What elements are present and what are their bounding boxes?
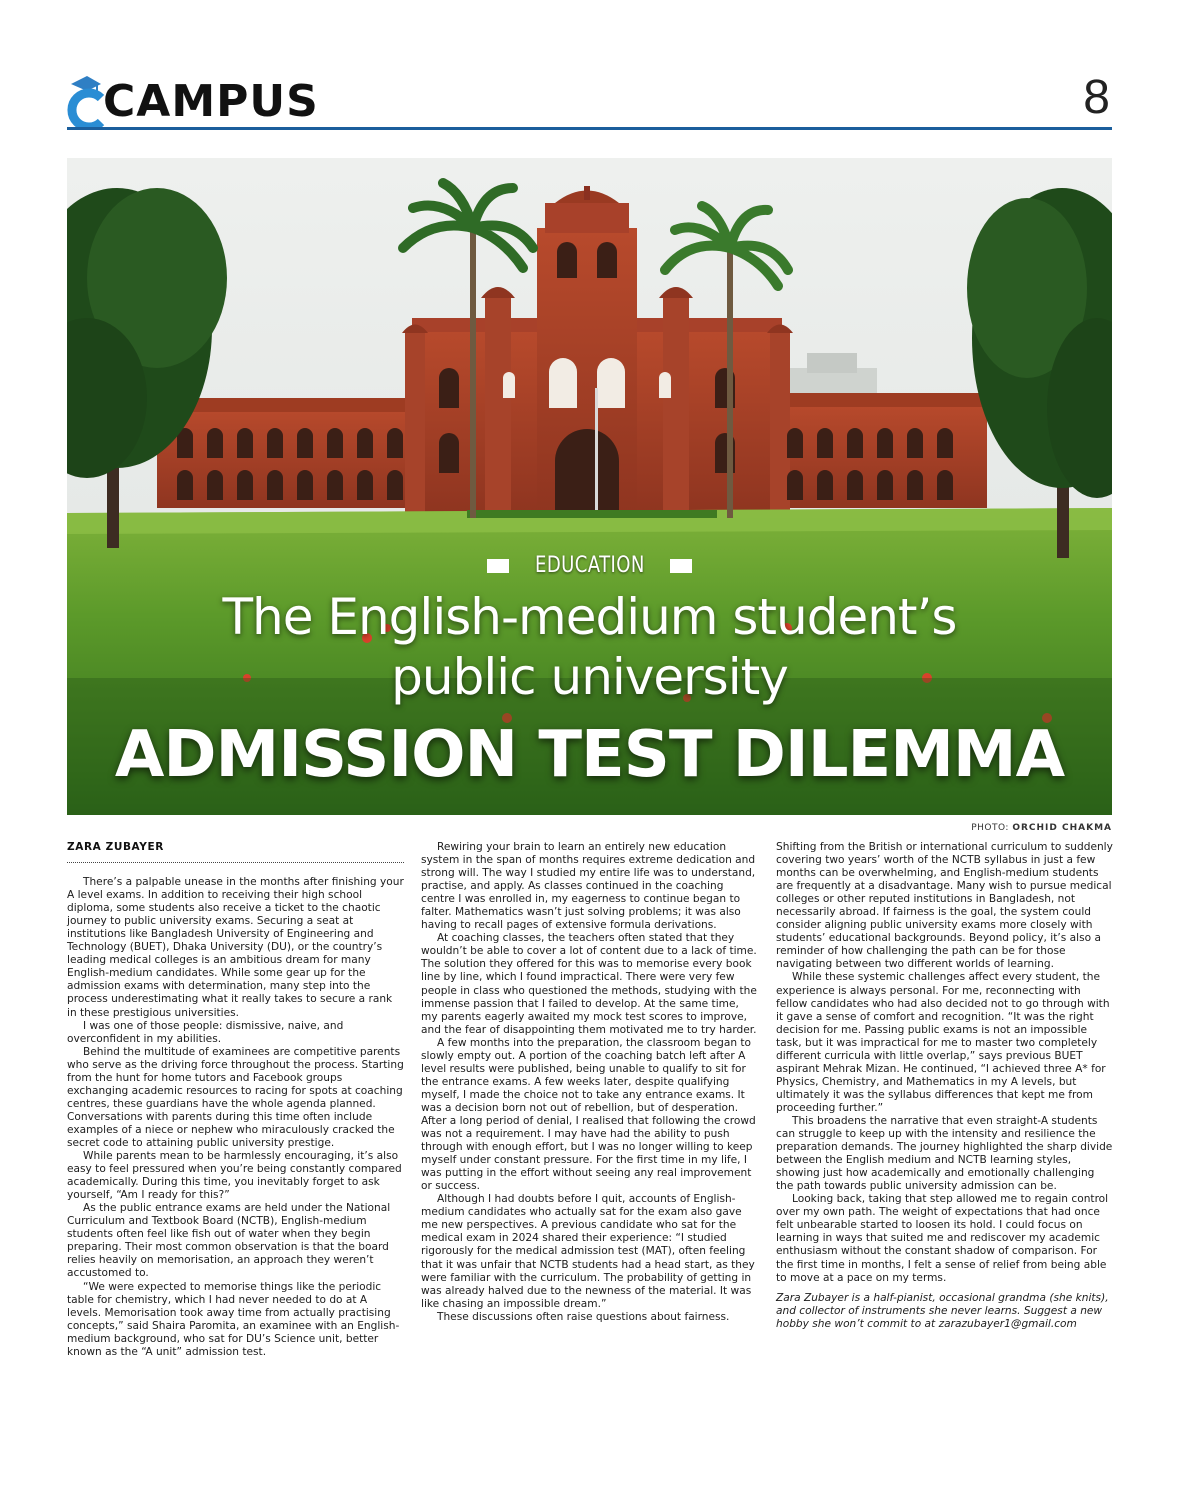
paragraph: These discussions often raise questions about fairness. [437, 1310, 730, 1323]
paragraph: At coaching classes, the teachers often stated that they wouldn’t be able to cover a lot of content due to a lack of time. The solution they offered for this was to memorise every book line by line, which I found impractical. There were very few people in class who questioned the methods, studying with the immense passion that I failed to develop. At the same time, my parents eagerly awaited my mock test scores to improve, and the fear of disappointing them motivated me to try harder. [421, 932, 757, 1036]
campus-logo [67, 68, 319, 128]
author-bio: Zara Zubayer is a half-pianist, occasional grandma (she knits), and collector of instruments she never learns. Suggest a new hobby she won’t commit to at zarazubayer1@gmail.com [776, 1291, 1109, 1330]
page-number: 8 [1083, 71, 1110, 124]
paragraph: While parents mean to be harmlessly encouraging, it’s also easy to feel pressured when you’re being constantly compared academically. During this time, you inevitably forget to ask yourself, “Am I ready for this?” [67, 1150, 402, 1202]
article-column-1 [67, 841, 404, 1359]
article-column-3 [776, 841, 1113, 1331]
headline-line-2: public university [391, 648, 788, 706]
paragraph: A few months into the preparation, the classroom began to slowly empty out. A portion of the coaching batch left after A level results were published, being unable to qualify to sit for the entrance exams. A few weeks later, despite qualifying myself, I made the choice not to take any entrance exams. It was a decision born not out of rebellion, but of desperation. After a long period of denial, I realised that following the crowd was not a requirement. I may have had the ability to push through with enough effort, but I was no longer willing to keep myself under constant pressure. For the first time in my life, I was putting in the effort without seeing any real improvement or success. [421, 1036, 756, 1193]
paragraph: While these systemic challenges affect every student, the experience is always personal. For me, reconnecting with fellow candidates who had also decided not to go through with it gave a sense of comfort and recognition. “It was the right decision for me. Passing public exams is not an impossible task, but it was impractical for me to master two completely different curricula with little overlap,” says previous BUET aspirant Mehrak Mizan. He continued, “I achieved three A* for Physics, Chemistry, and Mathematics in my A levels, but ultimately it was the syllabus differences that kept me from proceeding further.” [776, 971, 1110, 1114]
byline: ZARA ZUBAYER [67, 841, 164, 853]
kicker-left-box [487, 559, 509, 573]
masthead-rule [67, 127, 1112, 130]
paragraph: Shifting from the British or international curriculum to suddenly covering two years’ worth of the NCTB syllabus in just a few months can be overwhelming, and English-medium students are frequently at a disadvantage. Many wish to pursue medical colleges or other reputed institutions in Bangladesh, not necessarily abroad. If fairness is the goal, the system could consider aligning public university exams more closely with students’ educational backgrounds. Beyond policy, it’s also a reminder of how challenging the path can be for those navigating between two different worlds of learning. [776, 841, 1113, 971]
headline-line-1: The English-medium student’s [222, 588, 957, 646]
headline-line-3: ADMISSION TEST DILEMMA [114, 718, 1065, 792]
section-title: CAMPUS [103, 76, 319, 127]
hero-photo [67, 158, 1112, 815]
paragraph: There’s a palpable unease in the months after finishing your A level exams. In addition to receiving their high school diploma, some students also receive a ticket to the chaotic journey to public university exams. Securing a seat at institutions like Bangladesh University of Engineering and Technology (BUET), Dhaka University (DU), or the country’s leading medical colleges is an ambitious dream for many English-medium candidates. While some gear up for the admission exams with determination, many step into the process underestimating what it really takes to secure a rank in these prestigious universities. [67, 876, 404, 1019]
section-kicker [67, 553, 1112, 578]
article-column-2 [421, 841, 758, 1324]
photo-credit-label: PHOTO: [971, 823, 1009, 833]
byline-rule [67, 862, 404, 863]
masthead [67, 68, 1112, 130]
paragraph: Rewiring your brain to learn an entirely new education system in the span of months requires extreme dedication and strong will. The way I studied my entire life was to understand, practise, and apply. As classes continued in the coaching centre I was enrolled in, my eagerness to continue began to falter. Mathematics wasn’t just solving problems; it was also having to recall pages of extensive formula derivations. [421, 841, 756, 932]
paragraph: As the public entrance exams are held under the National Curriculum and Textbook Board (NCTB), English-medium students often feel like fish out of water when they begin preparing. Their most common observation is that the board relies heavily on memorisation, an approach they weren’t accustomed to. [67, 1202, 391, 1280]
paragraph: Behind the multitude of examinees are competitive parents who serve as the driving force throughout the process. Starting from the hunt for home tutors and Facebook groups exchanging academic resources to racing for spots at coaching centres, these guardians have the whole agenda planned. Conversations with parents during this time often include examples of a niece or nephew who miraculously cracked the secret code to attaining public university prestige. [67, 1045, 404, 1149]
paragraph: Looking back, taking that step allowed me to regain control over my own path. The weight of expectations that had once felt unbearable started to loosen its hold. I could focus on learning in ways that suited me and rediscover my academic enthusiasm without the constant shadow of comparison. For the first time in months, I felt a sense of relief from being able to move at a pace on my terms. [776, 1193, 1109, 1284]
graduation-cap-icon [67, 72, 105, 128]
paragraph: This broadens the narrative that even straight-A students can struggle to keep up with the intensity and resilience the preparation demands. The journey highlighted the sharp divide between the English medium and NCTB learning styles, showing just how academically and emotionally challenging the path towards public university admission can be. [776, 1114, 1113, 1193]
photo-credit-name: ORCHID CHAKMA [1012, 823, 1112, 833]
curzon-hall-illustration [67, 158, 1112, 815]
paragraph: I was one of those people: dismissive, naive, and overconfident in my abilities. [67, 1019, 344, 1045]
paragraph: “We were expected to memorise things like the periodic table for chemistry, which I had never needed to do at A levels. Memorisation took away time from actually practising concepts,” said Shaira Paromita, an examinee with an English-medium background, who sat for DU’s Science unit, better known as the “A unit” admission test. [67, 1280, 400, 1358]
kicker-right-box [670, 559, 692, 573]
paragraph: Although I had doubts before I quit, accounts of English-medium candidates who actually sat for the exam also gave me new perspectives. A previous candidate who sat for the medical exam in 2024 shared their experience: “I studied rigorously for the medical admission test (MAT), often feeling that it was unfair that NCTB students had a head start, as they were familiar with the curriculum. The probability of getting in was already halved due to the newness of the material. It was like chasing an impossible dream.” [421, 1193, 755, 1310]
kicker-label: EDUCATION [534, 553, 645, 578]
photo-credit [971, 823, 1112, 833]
